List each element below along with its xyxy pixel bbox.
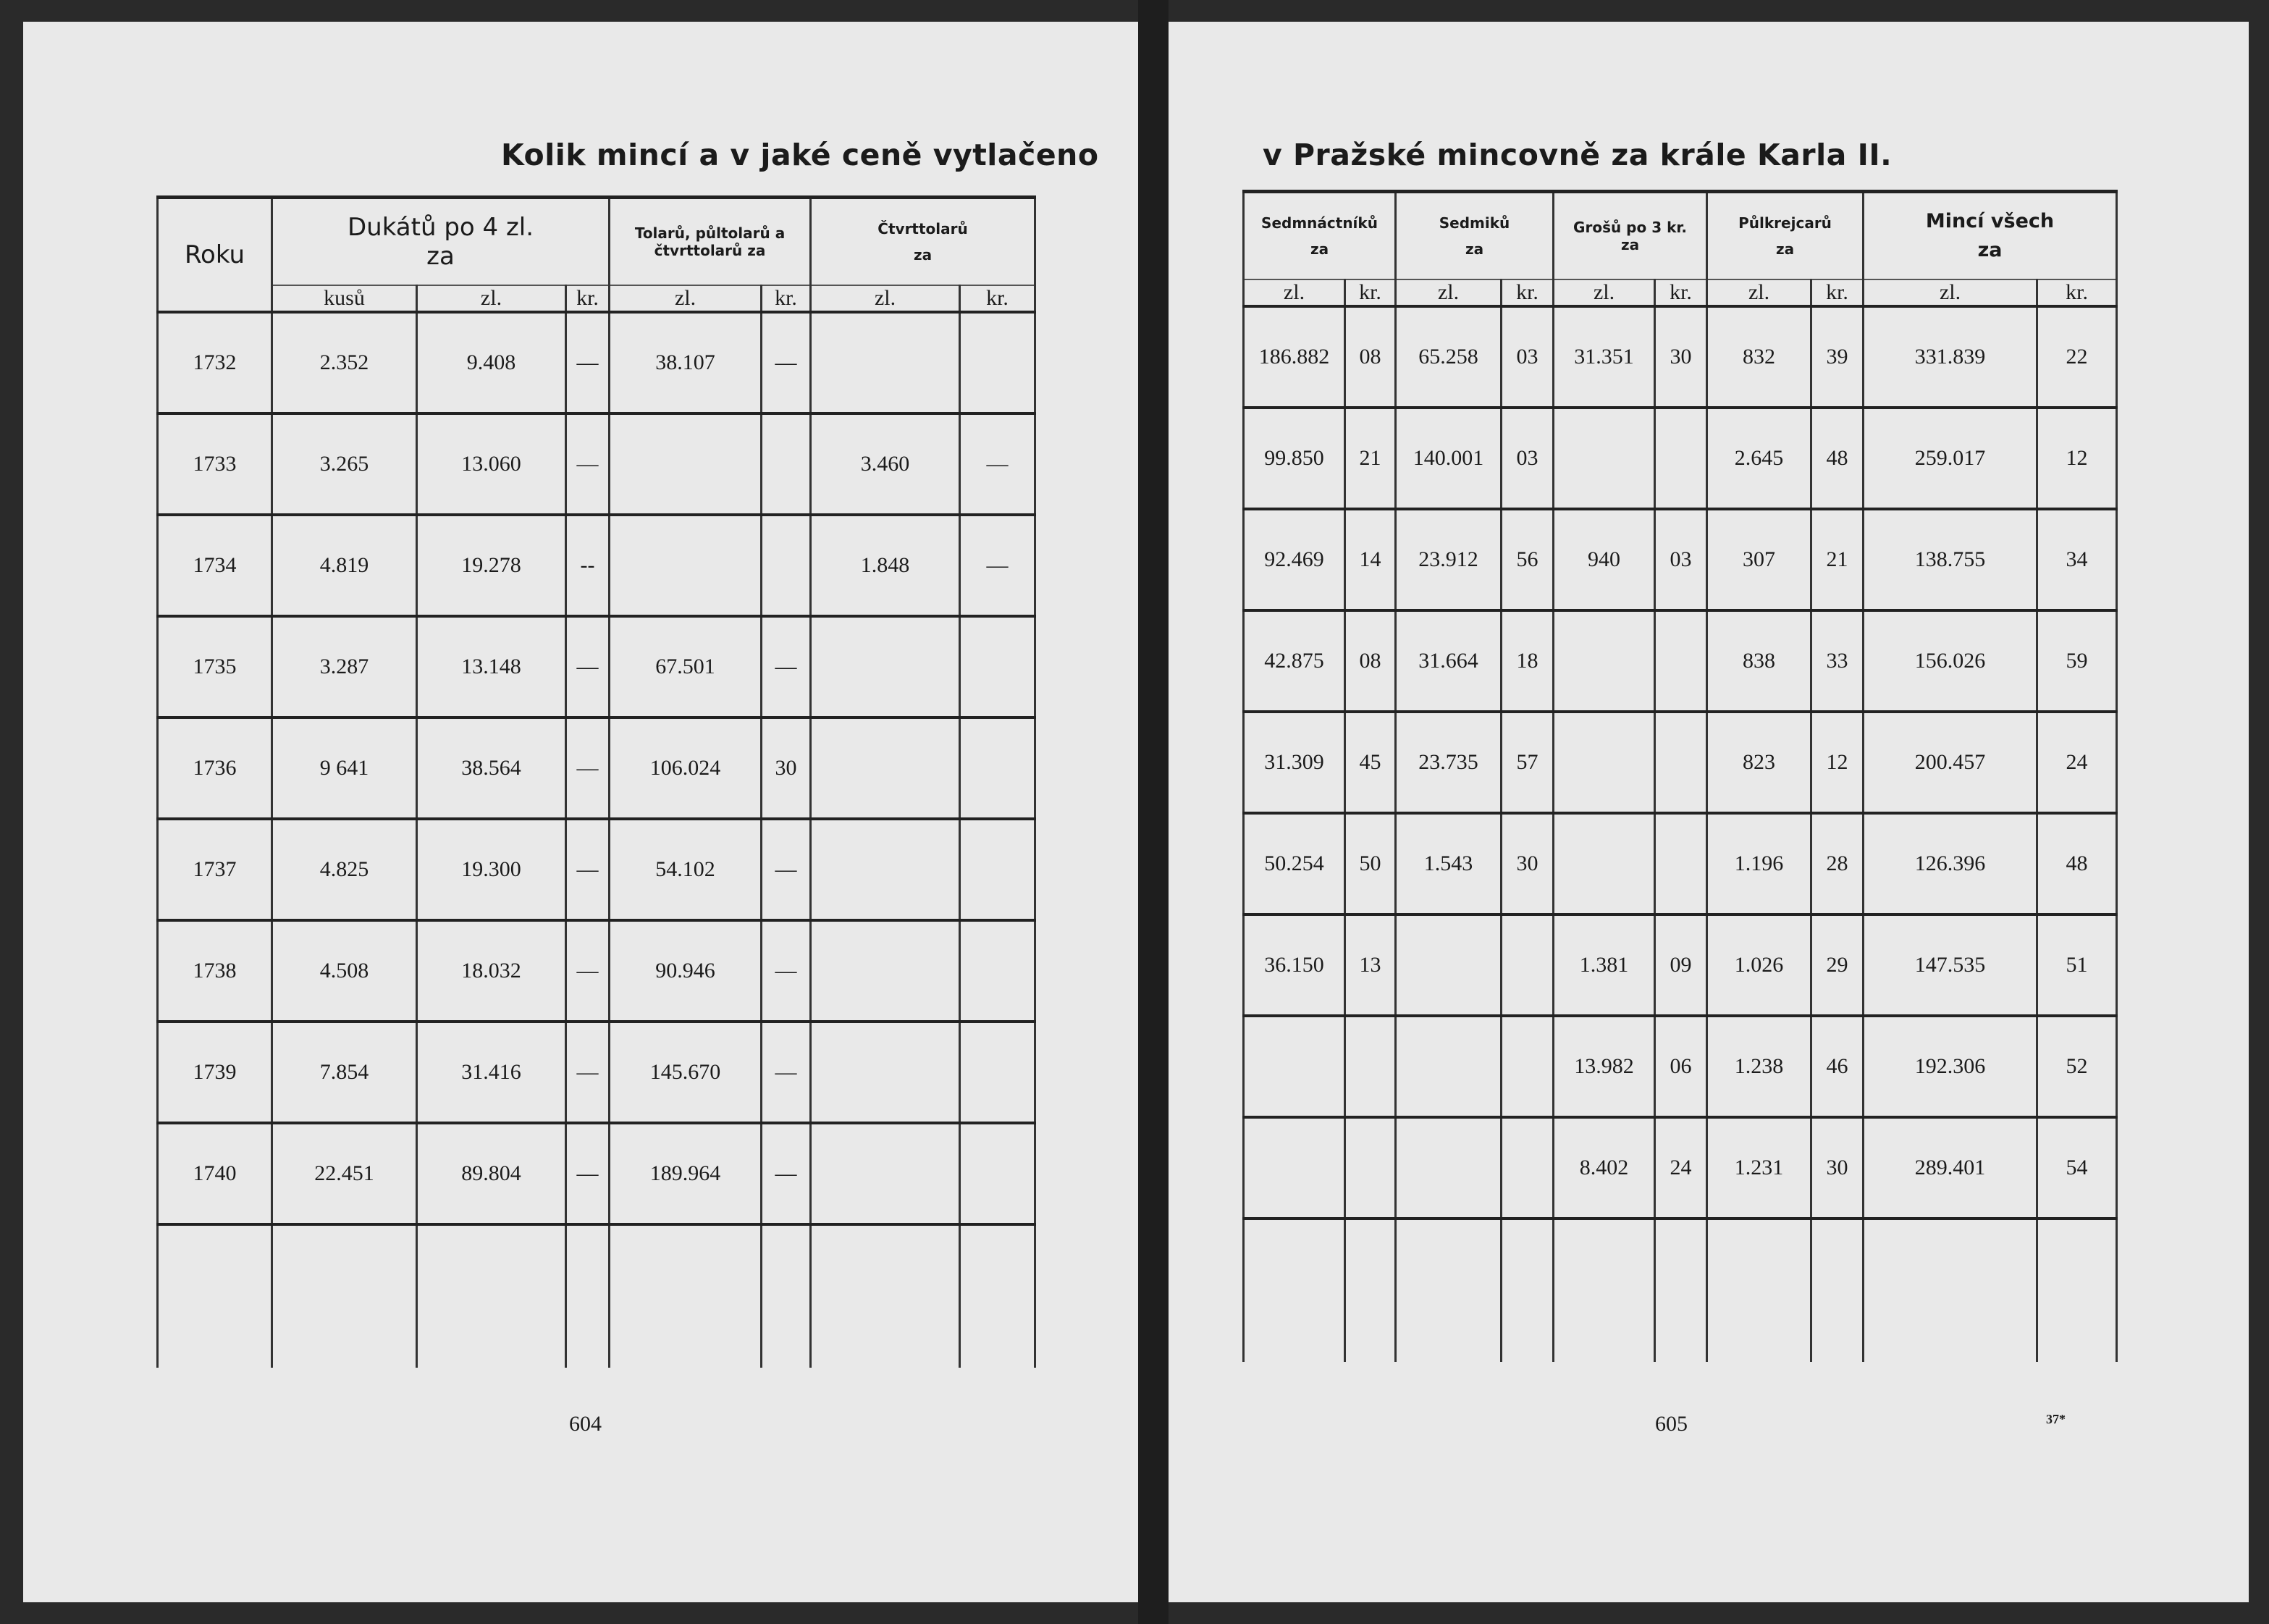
sub-zl: zl.	[1707, 279, 1811, 306]
cell-g-kr	[1655, 408, 1707, 509]
left-subheader-row	[158, 285, 1035, 312]
cell-g-zl	[1554, 813, 1655, 914]
cell-kr: —	[566, 718, 610, 819]
cell-zl: 38.564	[417, 718, 566, 819]
right-ledger-table	[1242, 190, 2118, 1362]
cell-tol-zl: 54.102	[610, 819, 762, 920]
cell-s17-kr: 08	[1345, 306, 1396, 408]
table-row	[158, 819, 1035, 920]
sub-zl: zl.	[811, 285, 960, 312]
cell-kusu: 9 641	[272, 718, 417, 819]
table-row	[158, 312, 1035, 413]
cell-ct-kr	[960, 819, 1035, 920]
empty-cell	[1554, 1219, 1655, 1362]
cell-t-zl: 147.535	[1864, 914, 2037, 1016]
empty-cell	[1655, 1219, 1707, 1362]
cell-s7-kr	[1502, 1117, 1554, 1219]
cell-g-zl	[1554, 610, 1655, 712]
cell-year: 1734	[158, 515, 272, 616]
grosu-header-label: Grošů po 3 kr.	[1573, 219, 1687, 236]
cell-p-zl: 2.645	[1707, 408, 1811, 509]
cell-g-kr	[1655, 610, 1707, 712]
cell-s17-kr: 45	[1345, 712, 1396, 813]
table-row	[1244, 610, 2117, 712]
empty-cell	[272, 1224, 417, 1368]
minci-vsech-header	[1864, 192, 2117, 280]
cell-kr: —	[566, 1022, 610, 1123]
cell-ct-kr	[960, 718, 1035, 819]
right-subheader-row	[1244, 279, 2117, 306]
cell-s7-zl: 23.735	[1396, 712, 1502, 813]
cell-t-zl: 138.755	[1864, 509, 2037, 610]
cell-s7-zl: 140.001	[1396, 408, 1502, 509]
right-header-row	[1244, 192, 2117, 280]
cell-p-kr: 48	[1811, 408, 1864, 509]
cell-t-zl: 200.457	[1864, 712, 2037, 813]
signature-mark: 37*	[2046, 1412, 2066, 1426]
cell-ct-kr	[960, 920, 1035, 1022]
cell-kusu: 3.287	[272, 616, 417, 718]
cell-year: 1738	[158, 920, 272, 1022]
cell-s7-zl: 1.543	[1396, 813, 1502, 914]
table-row	[1244, 509, 2117, 610]
cell-s7-kr: 03	[1502, 306, 1554, 408]
cell-ct-zl	[811, 819, 960, 920]
cell-tol-kr	[762, 515, 811, 616]
pulkrejcaru-header-label: Půlkrejcarů	[1738, 214, 1832, 232]
cell-tol-zl: 106.024	[610, 718, 762, 819]
ctvrttolaru-header-za: za	[913, 246, 933, 264]
table-row	[1244, 408, 2117, 509]
cell-g-zl: 8.402	[1554, 1117, 1655, 1219]
cell-tol-zl	[610, 413, 762, 515]
cell-t-kr: 34	[2037, 509, 2117, 610]
cell-t-kr: 48	[2037, 813, 2117, 914]
empty-cell	[417, 1224, 566, 1368]
cell-zl: 19.278	[417, 515, 566, 616]
sedmiku-header-za: za	[1465, 240, 1484, 258]
cell-t-zl: 156.026	[1864, 610, 2037, 712]
cell-ct-kr	[960, 312, 1035, 413]
cell-t-kr: 22	[2037, 306, 2117, 408]
sub-zl: zl.	[1244, 279, 1345, 306]
cell-g-kr: 09	[1655, 914, 1707, 1016]
cell-year: 1737	[158, 819, 272, 920]
cell-kusu: 4.508	[272, 920, 417, 1022]
cell-p-zl: 1.026	[1707, 914, 1811, 1016]
cell-ct-zl: 3.460	[811, 413, 960, 515]
cell-year: 1732	[158, 312, 272, 413]
cell-s7-zl: 23.912	[1396, 509, 1502, 610]
cell-kr: —	[566, 920, 610, 1022]
cell-s7-zl: 65.258	[1396, 306, 1502, 408]
table-row	[158, 718, 1035, 819]
empty-row	[158, 1224, 1035, 1368]
empty-cell	[811, 1224, 960, 1368]
cell-ct-zl: 1.848	[811, 515, 960, 616]
cell-g-zl	[1554, 408, 1655, 509]
sub-zl: zl.	[1864, 279, 2037, 306]
cell-kusu: 22.451	[272, 1123, 417, 1224]
left-page-title: Kolik mincí a v jaké ceně vytlačeno	[501, 138, 1099, 172]
ctvrttolaru-header-label: Čtvrttolarů	[877, 220, 968, 237]
cell-tol-kr: —	[762, 920, 811, 1022]
left-header-row	[158, 198, 1035, 286]
cell-g-kr	[1655, 813, 1707, 914]
cell-s17-zl: 92.469	[1244, 509, 1345, 610]
cell-kusu: 4.819	[272, 515, 417, 616]
cell-kr: --	[566, 515, 610, 616]
empty-cell	[610, 1224, 762, 1368]
minci-vsech-header-label: Mincí všech	[1925, 210, 2055, 232]
cell-kusu: 4.825	[272, 819, 417, 920]
cell-t-zl: 126.396	[1864, 813, 2037, 914]
cell-p-zl: 838	[1707, 610, 1811, 712]
table-row	[158, 1123, 1035, 1224]
sedmiku-header	[1396, 192, 1554, 280]
cell-p-kr: 39	[1811, 306, 1864, 408]
cell-kusu: 2.352	[272, 312, 417, 413]
cell-s7-zl: 31.664	[1396, 610, 1502, 712]
empty-cell	[1811, 1219, 1864, 1362]
cell-s7-kr	[1502, 1016, 1554, 1117]
cell-tol-zl	[610, 515, 762, 616]
cell-p-kr: 12	[1811, 712, 1864, 813]
sub-kr: kr.	[762, 285, 811, 312]
grosu-header	[1554, 192, 1707, 280]
dukatu-header-label: Dukátů po 4 zl.	[347, 213, 534, 242]
table-row	[158, 920, 1035, 1022]
empty-cell	[762, 1224, 811, 1368]
cell-s7-kr: 18	[1502, 610, 1554, 712]
cell-s17-zl: 36.150	[1244, 914, 1345, 1016]
cell-tol-kr	[762, 413, 811, 515]
cell-t-zl: 192.306	[1864, 1016, 2037, 1117]
pulkrejcaru-header	[1707, 192, 1864, 280]
cell-zl: 9.408	[417, 312, 566, 413]
cell-t-kr: 59	[2037, 610, 2117, 712]
cell-ct-kr: —	[960, 515, 1035, 616]
pulkrejcaru-header-za: za	[1775, 240, 1795, 258]
cell-s17-zl: 50.254	[1244, 813, 1345, 914]
left-ledger-table	[156, 195, 1036, 1368]
cell-tol-zl: 189.964	[610, 1123, 762, 1224]
cell-p-kr: 28	[1811, 813, 1864, 914]
empty-row	[1244, 1219, 2117, 1362]
sedmnactniku-header-za: za	[1310, 240, 1329, 258]
cell-g-kr: 24	[1655, 1117, 1707, 1219]
cell-p-zl: 1.196	[1707, 813, 1811, 914]
sub-kr: kr.	[566, 285, 610, 312]
cell-kusu: 7.854	[272, 1022, 417, 1123]
cell-p-zl: 1.238	[1707, 1016, 1811, 1117]
cell-s7-zl	[1396, 1117, 1502, 1219]
cell-tol-kr: —	[762, 312, 811, 413]
cell-s17-kr	[1345, 1117, 1396, 1219]
cell-kr: —	[566, 819, 610, 920]
cell-s17-zl: 31.309	[1244, 712, 1345, 813]
cell-kr: —	[566, 1123, 610, 1224]
cell-tol-zl: 90.946	[610, 920, 762, 1022]
table-row	[158, 413, 1035, 515]
right-page-title: v Pražské mincovně za krále Karla II.	[1263, 138, 1893, 172]
sub-zl: zl.	[1554, 279, 1655, 306]
cell-p-zl: 832	[1707, 306, 1811, 408]
cell-s7-kr: 03	[1502, 408, 1554, 509]
cell-s17-zl: 186.882	[1244, 306, 1345, 408]
cell-ct-kr	[960, 1123, 1035, 1224]
cell-zl: 31.416	[417, 1022, 566, 1123]
roku-header: Roku	[158, 198, 272, 313]
table-row	[1244, 813, 2117, 914]
cell-kr: —	[566, 413, 610, 515]
tolaru-header: Tolarů, půltolarů a čtvrttolarů za	[610, 198, 811, 286]
cell-s7-zl	[1396, 914, 1502, 1016]
cell-zl: 18.032	[417, 920, 566, 1022]
cell-s17-kr: 50	[1345, 813, 1396, 914]
cell-kusu: 3.265	[272, 413, 417, 515]
sedmnactniku-header-label: Sedmnáctníků	[1261, 214, 1378, 232]
cell-g-kr: 30	[1655, 306, 1707, 408]
empty-cell	[1244, 1219, 1345, 1362]
empty-cell	[1864, 1219, 2037, 1362]
table-row	[158, 1022, 1035, 1123]
cell-s17-kr: 21	[1345, 408, 1396, 509]
cell-zl: 89.804	[417, 1123, 566, 1224]
empty-cell	[1502, 1219, 1554, 1362]
empty-cell	[1396, 1219, 1502, 1362]
cell-s17-zl: 42.875	[1244, 610, 1345, 712]
minci-vsech-header-za: za	[1977, 239, 2003, 261]
cell-s17-zl	[1244, 1016, 1345, 1117]
cell-year: 1735	[158, 616, 272, 718]
cell-s7-kr: 30	[1502, 813, 1554, 914]
cell-t-zl: 289.401	[1864, 1117, 2037, 1219]
sub-zl: zl.	[610, 285, 762, 312]
cell-s17-kr	[1345, 1016, 1396, 1117]
cell-kr: —	[566, 616, 610, 718]
cell-p-kr: 29	[1811, 914, 1864, 1016]
table-row	[1244, 712, 2117, 813]
sub-zl: zl.	[1396, 279, 1502, 306]
cell-zl: 13.148	[417, 616, 566, 718]
cell-ct-zl	[811, 718, 960, 819]
cell-tol-zl: 145.670	[610, 1022, 762, 1123]
table-row	[158, 616, 1035, 718]
sedmnactniku-header	[1244, 192, 1396, 280]
cell-tol-kr: —	[762, 819, 811, 920]
cell-g-zl: 1.381	[1554, 914, 1655, 1016]
cell-g-zl: 31.351	[1554, 306, 1655, 408]
cell-p-zl: 823	[1707, 712, 1811, 813]
cell-t-kr: 54	[2037, 1117, 2117, 1219]
sub-kr: kr.	[1655, 279, 1707, 306]
sedmiku-header-label: Sedmiků	[1439, 214, 1510, 232]
cell-tol-kr: —	[762, 1022, 811, 1123]
empty-cell	[2037, 1219, 2117, 1362]
empty-cell	[1707, 1219, 1811, 1362]
cell-s17-zl	[1244, 1117, 1345, 1219]
ctvrttolaru-header	[811, 198, 1035, 286]
sub-kr: kr.	[1502, 279, 1554, 306]
cell-year: 1739	[158, 1022, 272, 1123]
cell-tol-kr: —	[762, 1123, 811, 1224]
cell-ct-zl	[811, 920, 960, 1022]
cell-t-zl: 331.839	[1864, 306, 2037, 408]
cell-tol-zl: 38.107	[610, 312, 762, 413]
table-row	[1244, 1016, 2117, 1117]
cell-s7-zl	[1396, 1016, 1502, 1117]
cell-year: 1740	[158, 1123, 272, 1224]
cell-p-kr: 30	[1811, 1117, 1864, 1219]
cell-t-kr: 24	[2037, 712, 2117, 813]
cell-p-kr: 33	[1811, 610, 1864, 712]
dukatu-header-za: za	[426, 242, 455, 271]
sub-kusu: kusů	[272, 285, 417, 312]
cell-ct-kr	[960, 1022, 1035, 1123]
cell-s17-kr: 14	[1345, 509, 1396, 610]
cell-g-kr	[1655, 712, 1707, 813]
cell-tol-kr: 30	[762, 718, 811, 819]
cell-t-kr: 12	[2037, 408, 2117, 509]
grosu-header-za: za	[1620, 236, 1640, 253]
left-page-number: 604	[569, 1412, 602, 1436]
cell-zl: 19.300	[417, 819, 566, 920]
table-row	[1244, 914, 2117, 1016]
cell-s17-zl: 99.850	[1244, 408, 1345, 509]
cell-ct-zl	[811, 312, 960, 413]
empty-cell	[158, 1224, 272, 1368]
cell-s17-kr: 13	[1345, 914, 1396, 1016]
cell-p-zl: 307	[1707, 509, 1811, 610]
cell-s7-kr: 57	[1502, 712, 1554, 813]
sub-kr: kr.	[1345, 279, 1396, 306]
cell-t-zl: 259.017	[1864, 408, 2037, 509]
cell-t-kr: 51	[2037, 914, 2117, 1016]
cell-p-kr: 46	[1811, 1016, 1864, 1117]
cell-t-kr: 52	[2037, 1016, 2117, 1117]
table-row	[1244, 1117, 2117, 1219]
sub-kr: kr.	[1811, 279, 1864, 306]
cell-g-zl: 13.982	[1554, 1016, 1655, 1117]
cell-p-kr: 21	[1811, 509, 1864, 610]
dukatu-header	[272, 198, 610, 286]
empty-cell	[566, 1224, 610, 1368]
table-row	[1244, 306, 2117, 408]
empty-cell	[1345, 1219, 1396, 1362]
right-page-number: 605	[1655, 1412, 1688, 1436]
cell-ct-zl	[811, 1123, 960, 1224]
cell-s17-kr: 08	[1345, 610, 1396, 712]
cell-tol-zl: 67.501	[610, 616, 762, 718]
cell-ct-kr: —	[960, 413, 1035, 515]
book-gutter	[1138, 0, 1169, 1624]
cell-g-kr: 03	[1655, 509, 1707, 610]
cell-g-kr: 06	[1655, 1016, 1707, 1117]
sub-zl: zl.	[417, 285, 566, 312]
cell-tol-kr: —	[762, 616, 811, 718]
sub-kr: kr.	[2037, 279, 2117, 306]
table-row	[158, 515, 1035, 616]
cell-g-zl: 940	[1554, 509, 1655, 610]
empty-cell	[960, 1224, 1035, 1368]
cell-ct-zl	[811, 616, 960, 718]
sub-kr: kr.	[960, 285, 1035, 312]
cell-g-zl	[1554, 712, 1655, 813]
cell-year: 1736	[158, 718, 272, 819]
cell-kr: —	[566, 312, 610, 413]
cell-zl: 13.060	[417, 413, 566, 515]
cell-s7-kr	[1502, 914, 1554, 1016]
cell-ct-zl	[811, 1022, 960, 1123]
cell-p-zl: 1.231	[1707, 1117, 1811, 1219]
cell-year: 1733	[158, 413, 272, 515]
cell-ct-kr	[960, 616, 1035, 718]
cell-s7-kr: 56	[1502, 509, 1554, 610]
